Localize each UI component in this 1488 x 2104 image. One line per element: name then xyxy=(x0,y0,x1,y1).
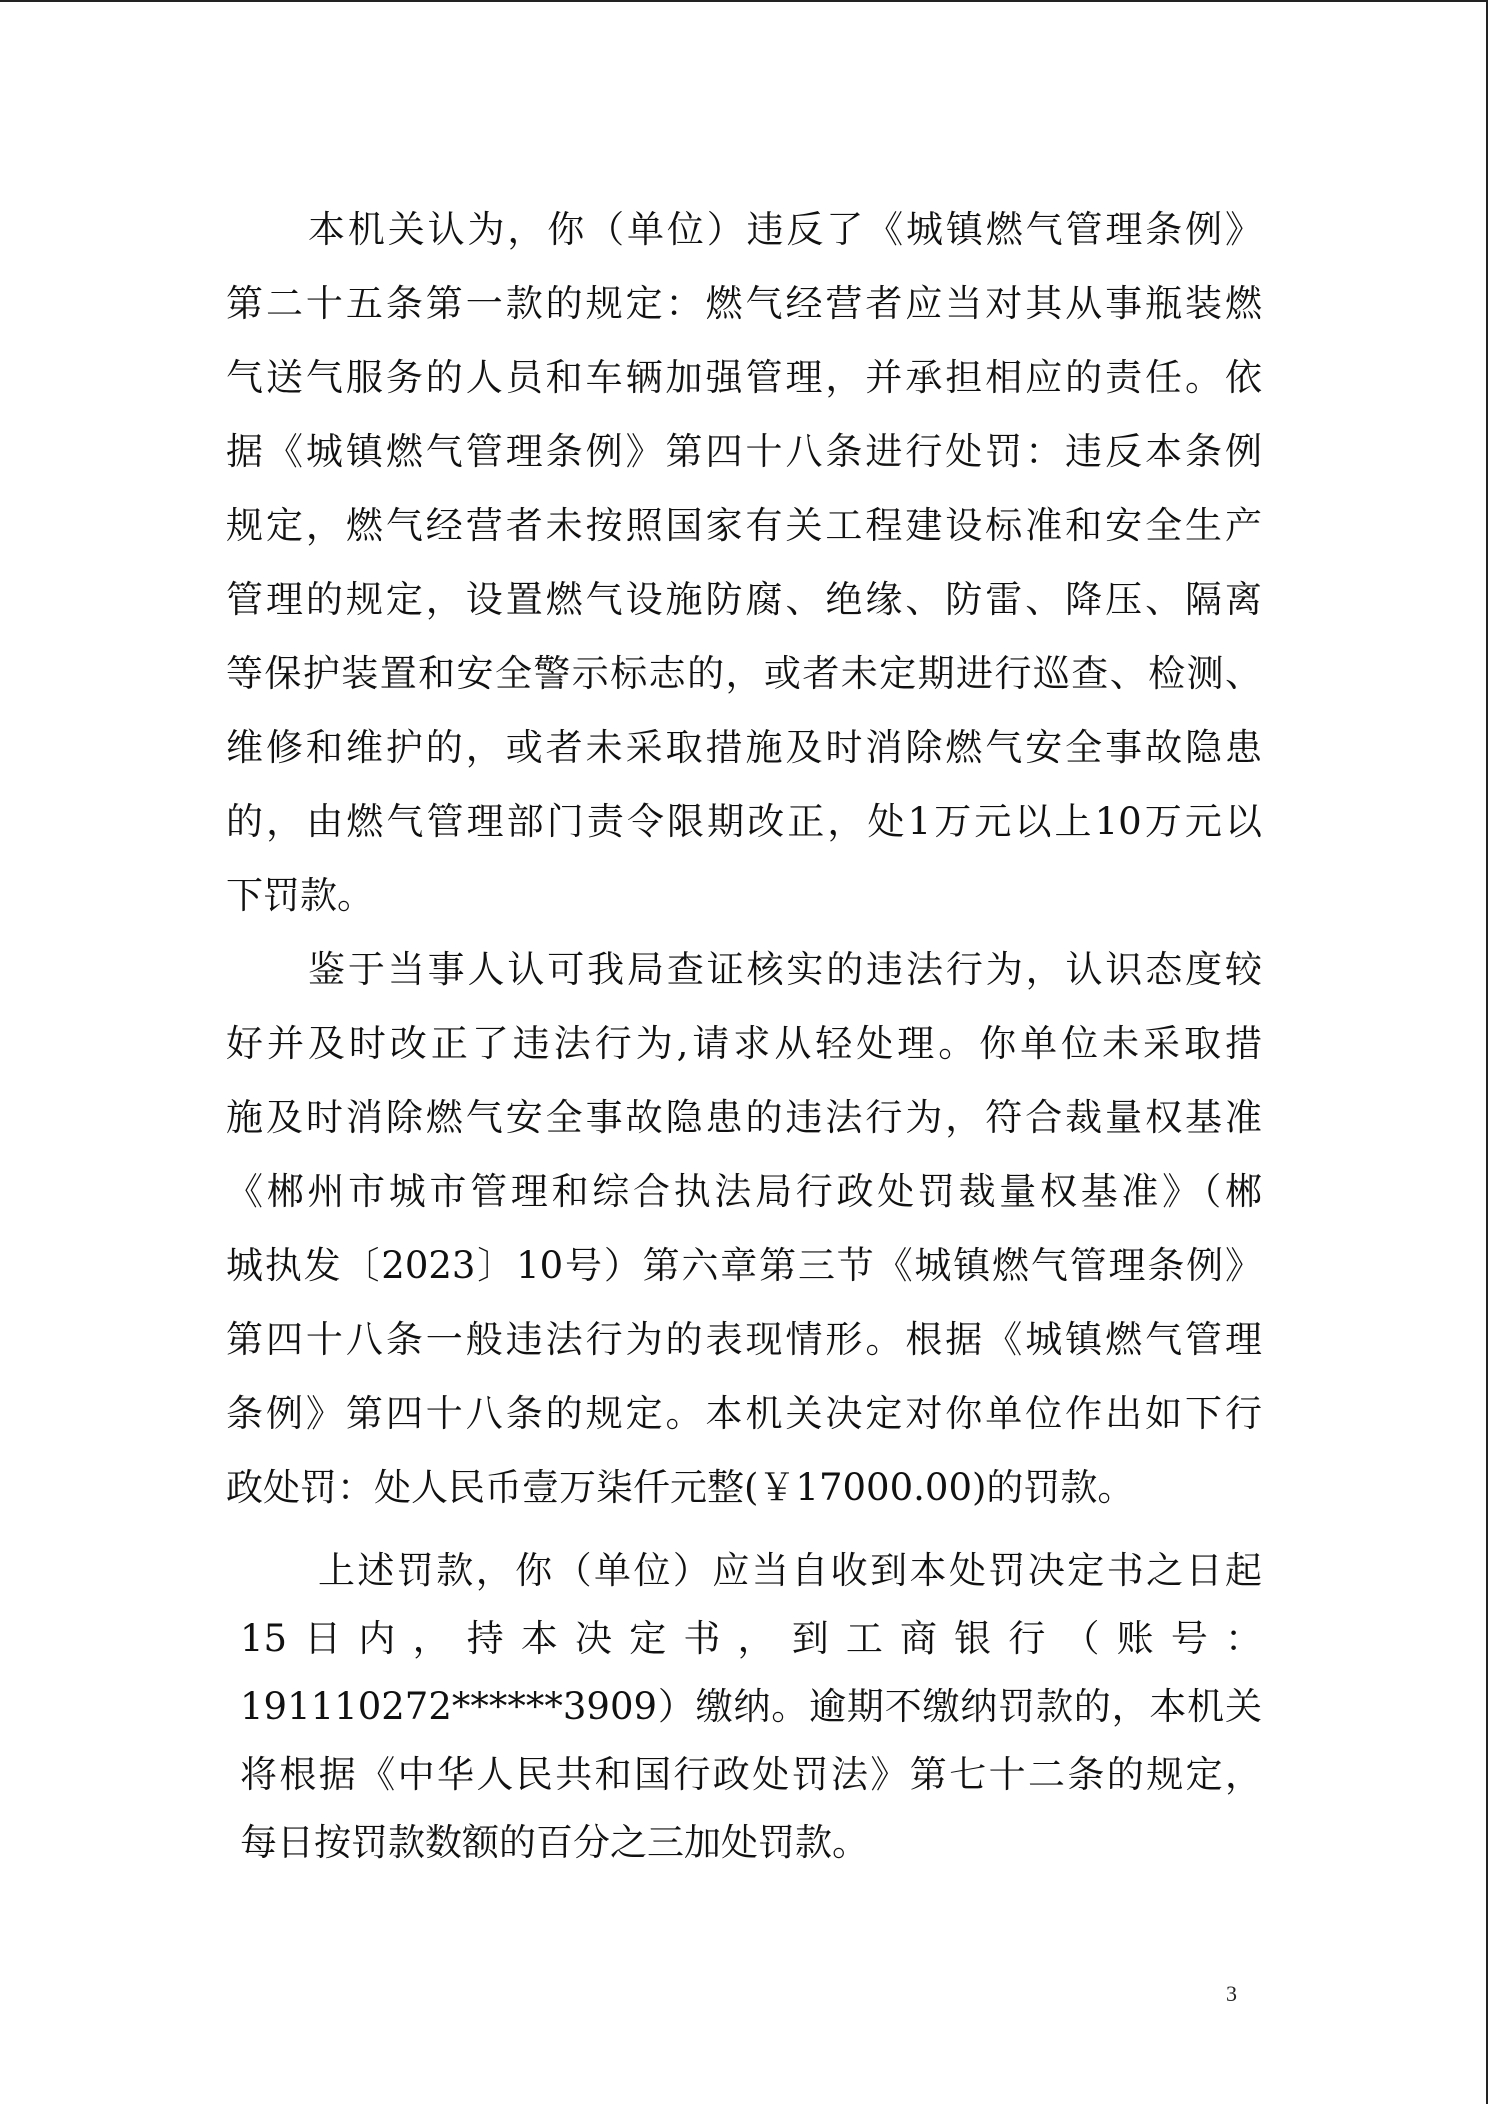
text-line: 城执发〔2023〕10号）第六章第三节《城镇燃气管理条例》 xyxy=(226,1244,1262,1287)
document-body xyxy=(226,193,1262,1877)
text-line: 维修和维护的，或者未采取措施及时消除燃气安全事故隐患 xyxy=(226,726,1262,769)
text-line: 将根据《中华人民共和国行政处罚法》第七十二条的规定， xyxy=(240,1753,1262,1796)
paragraph-legal-basis xyxy=(226,193,1262,933)
text-line: 本机关认为，你（单位）违反了《城镇燃气管理条例》 xyxy=(308,208,1262,251)
text-line: 《郴州市城市管理和综合执法局行政处罚裁量权基准》（郴 xyxy=(226,1170,1262,1213)
text-line: 每日按罚款数额的百分之三加处罚款。 xyxy=(240,1821,869,1864)
text-line: 条例》第四十八条的规定。本机关决定对你单位作出如下行 xyxy=(226,1392,1262,1435)
text-line: 好并及时改正了违法行为,请求从轻处理。你单位未采取措 xyxy=(226,1022,1262,1065)
text-line: 等保护装置和安全警示标志的，或者未定期进行巡查、检测、 xyxy=(226,652,1262,695)
text-line: 政处罚：处人民币壹万柒仟元整(￥17000.00)的罚款。 xyxy=(226,1466,1135,1509)
paragraph-spacer xyxy=(226,1525,1262,1537)
text-line: 管理的规定，设置燃气设施防腐、绝缘、防雷、降压、隔离 xyxy=(226,578,1262,621)
text-line: 气送气服务的人员和车辆加强管理，并承担相应的责任。依 xyxy=(226,356,1262,399)
text-line: 的，由燃气管理部门责令限期改正，处1万元以上10万元以 xyxy=(226,800,1262,843)
page-number: 3 xyxy=(1226,1981,1237,2006)
text-line: 上述罚款，你（单位）应当自收到本处罚决定书之日起 xyxy=(318,1549,1262,1592)
text-line: 第二十五条第一款的规定：燃气经营者应当对其从事瓶装燃 xyxy=(226,282,1262,325)
paragraph-payment-instructions xyxy=(226,1537,1262,1877)
text-line: 规定，燃气经营者未按照国家有关工程建设标准和安全生产 xyxy=(226,504,1262,547)
text-line: 施及时消除燃气安全事故隐患的违法行为，符合裁量权基准 xyxy=(226,1096,1262,1139)
text-line: 据《城镇燃气管理条例》第四十八条进行处罚：违反本条例 xyxy=(226,430,1262,473)
text-line: 15日内，持本决定书，到工商银行（账号： xyxy=(240,1617,1262,1660)
text-line: 鉴于当事人认可我局查证核实的违法行为，认识态度较 xyxy=(308,948,1262,991)
paragraph-penalty-decision xyxy=(226,933,1262,1525)
text-line: 第四十八条一般违法行为的表现情形。根据《城镇燃气管理 xyxy=(226,1318,1262,1361)
text-line: 191110272******3909）缴纳。逾期不缴纳罚款的，本机关 xyxy=(240,1685,1262,1728)
text-line: 下罚款。 xyxy=(226,874,374,917)
page-border-top xyxy=(0,0,1488,2)
